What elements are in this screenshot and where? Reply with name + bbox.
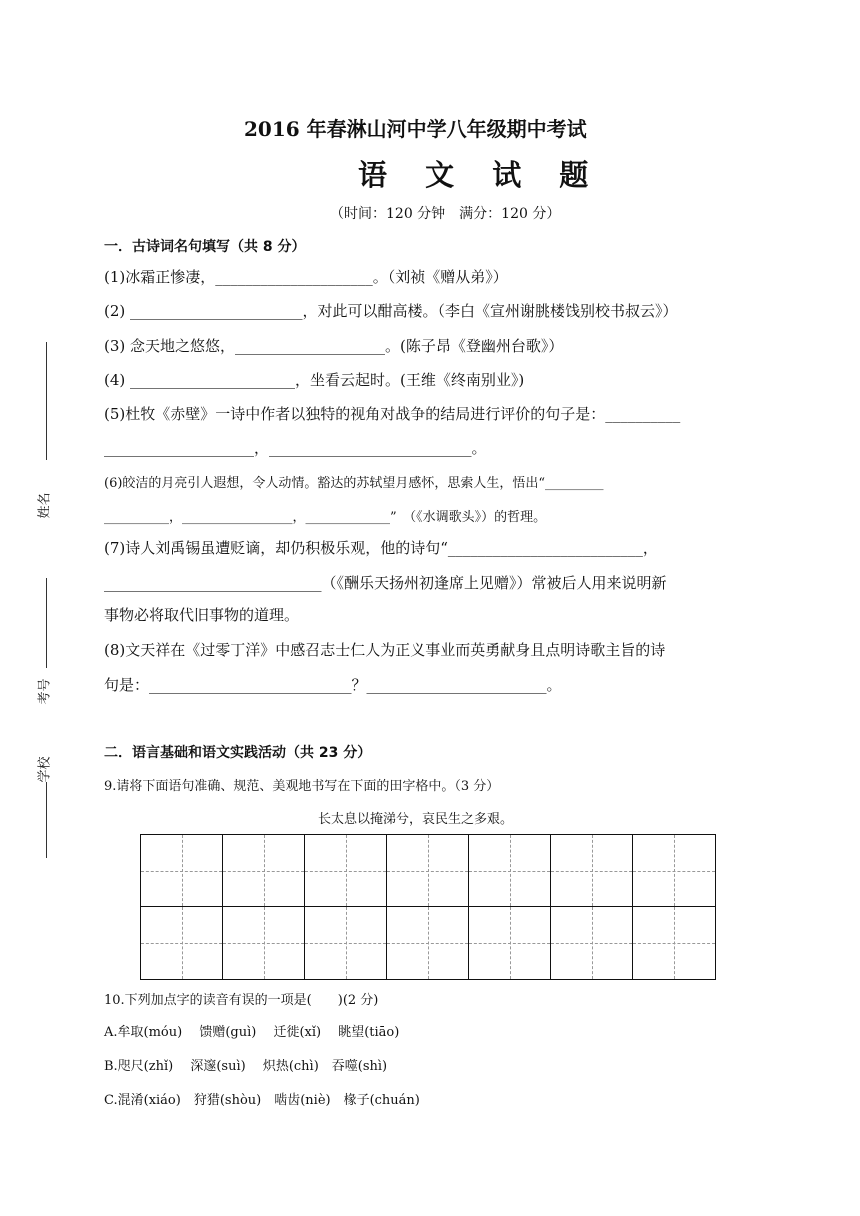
- grid-cell[interactable]: [469, 907, 551, 979]
- grid-cell[interactable]: [223, 907, 305, 979]
- grid-cell[interactable]: [633, 835, 715, 907]
- question-10: 10.下列加点字的读音有误的一项是( )(2 分): [104, 993, 379, 1008]
- name-label: 姓名: [37, 492, 53, 519]
- poem-line-5b: ____________________，___________________________。: [104, 439, 487, 457]
- question-9: 9.请将下面语句准确、规范、美观地书写在下面的田字格中。（3 分）: [104, 779, 500, 794]
- exam-title: 2016 年春淋山河中学八年级期中考试: [244, 117, 587, 141]
- section1-heading: 一．古诗词名句填写（共 8 分）: [104, 239, 306, 255]
- tianzige-grid[interactable]: [140, 834, 716, 980]
- poem-line-4: (4) ______________________，坐看云起时。(王维《终南别业》): [104, 371, 525, 389]
- poem-line-8: (8)文天祥在《过零丁洋》中感召志士仁人为正义事业而英勇献身且点明诗歌主旨的诗: [104, 641, 666, 659]
- school-underline: [46, 782, 47, 858]
- grid-cell[interactable]: [387, 907, 469, 979]
- grid-cell[interactable]: [633, 907, 715, 979]
- option-c: C.混淆(xiáo) 狩猎(shòu) 啮齿(niè) 椽子(chuán): [104, 1093, 420, 1108]
- exam-info: （时间：120 分钟 满分：120 分）: [330, 206, 561, 222]
- poem-line-3: (3) 念天地之悠悠，____________________。(陈子昂《登幽州台歌》）: [104, 337, 564, 355]
- number-underline: [46, 578, 47, 668]
- school-label: 学校: [37, 756, 53, 783]
- poem-line-1: (1)冰霜正惨凄，_____________________。（刘祯《赠从弟》）: [104, 268, 508, 286]
- option-a: A.牟取(móu) 馈赠(guì) 迁徙(xǐ) 眺望(tiāo): [104, 1025, 400, 1040]
- poem-line-6: (6)皎洁的月亮引人遐想，令人动情。豁达的苏轼望月感怀，思索人生，悟出“_________: [104, 476, 604, 491]
- section2-heading: 二．语言基础和语文实践活动（共 23 分）: [104, 745, 372, 761]
- grid-cell[interactable]: [141, 907, 223, 979]
- poem-line-7c: 事物必将取代旧事物的道理。: [104, 606, 300, 624]
- poem-line-8b: 句是：___________________________？________________________。: [104, 676, 562, 694]
- grid-cell[interactable]: [469, 835, 551, 907]
- number-label: 考号: [37, 678, 53, 705]
- poem-line-7b: _____________________________（《酬乐天扬州初逢席上见赠》）常被后人用来说明新: [104, 574, 667, 592]
- grid-cell[interactable]: [305, 835, 387, 907]
- subject-title: 语 文 试 题: [358, 158, 603, 192]
- grid-cell[interactable]: [141, 835, 223, 907]
- poem-line-7: (7)诗人刘禹锡虽遭贬谪，却仍积极乐观，他的诗句“__________________________，: [104, 539, 658, 557]
- grid-cell[interactable]: [551, 907, 633, 979]
- copy-sentence: 长太息以掩涕兮，哀民生之多艰。: [318, 812, 514, 827]
- grid-cell[interactable]: [305, 907, 387, 979]
- grid-cell[interactable]: [223, 835, 305, 907]
- name-underline: [46, 342, 47, 460]
- poem-line-5: (5)杜牧《赤壁》一诗中作者以独特的视角对战争的结局进行评价的句子是：__________: [104, 405, 681, 423]
- grid-cell[interactable]: [387, 835, 469, 907]
- poem-line-2: (2) _______________________，对此可以酣高楼。（李白《宣州谢朓楼饯别校书叔云》）: [104, 302, 678, 320]
- option-b: B.咫尺(zhǐ) 深邃(suì) 炽热(chì) 吞噬(shì): [104, 1059, 388, 1074]
- poem-line-6b: __________，_________________，_____________” （《水调歌头》）的哲理。: [104, 510, 547, 525]
- grid-cell[interactable]: [551, 835, 633, 907]
